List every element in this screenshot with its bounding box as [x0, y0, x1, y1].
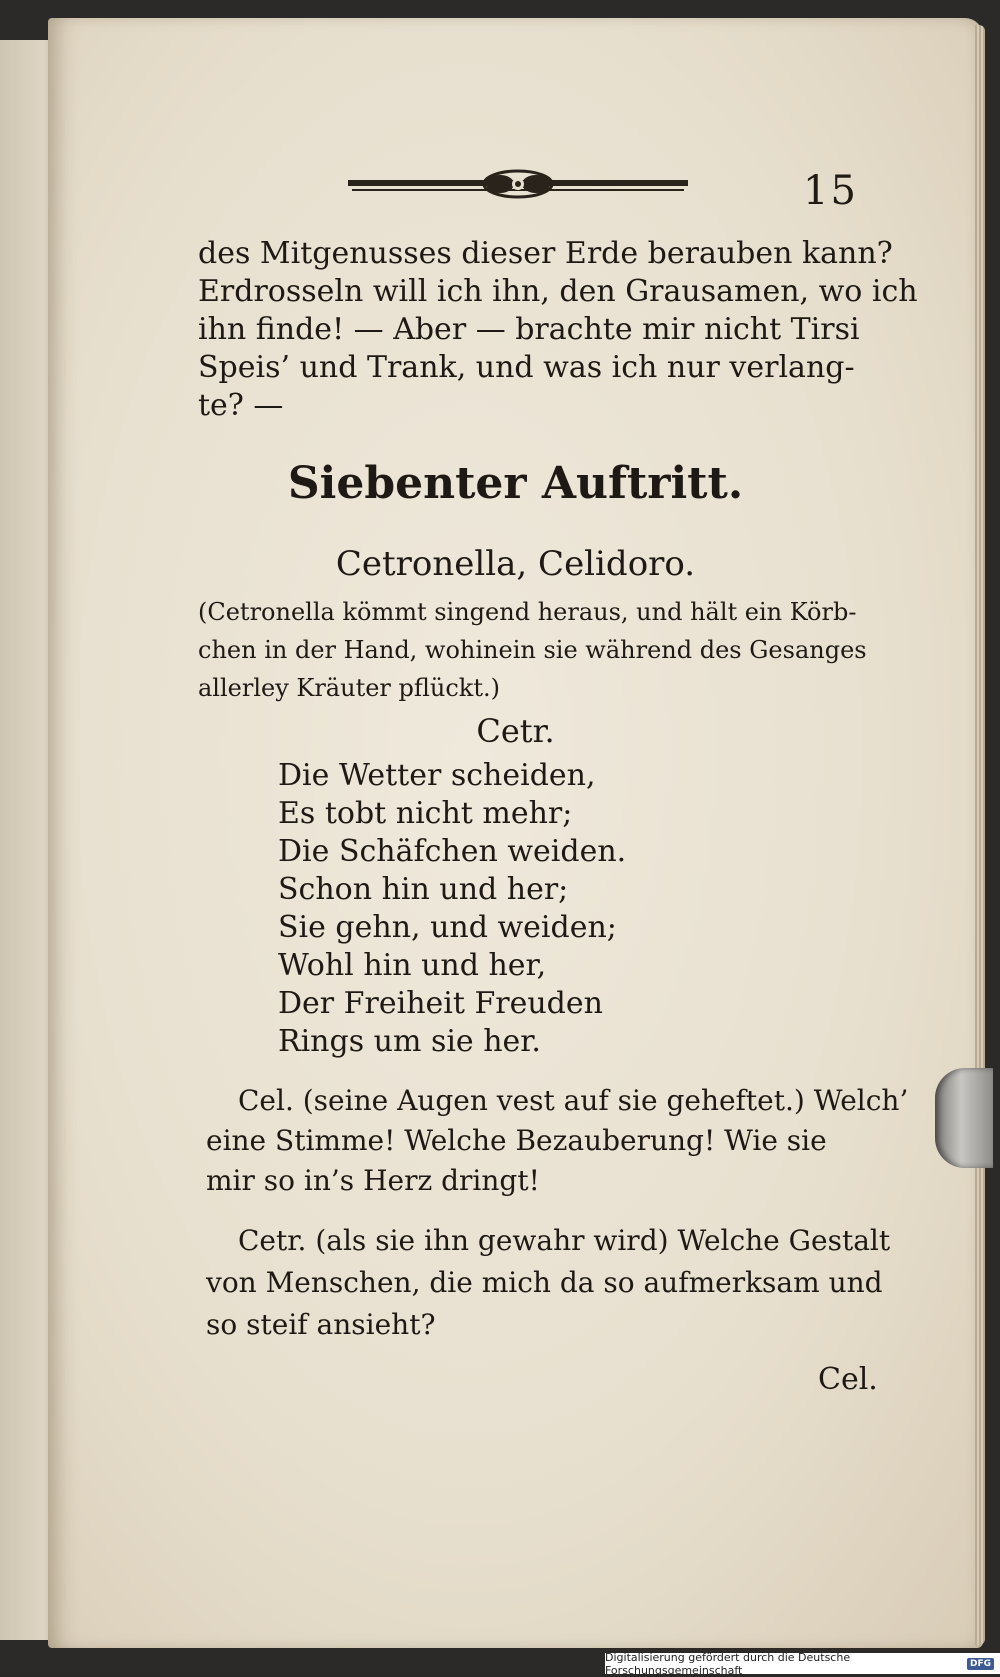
- text-line: Speis’ und Trank, und was ich nur verlang-: [198, 350, 855, 385]
- song-line: Schon hin und her;: [278, 872, 569, 907]
- book-page: [48, 18, 983, 1648]
- text-line: des Mitgenusses dieser Erde berauben kann?: [198, 236, 893, 271]
- text-line: ihn finde! — Aber — brachte mir nicht Tirsi: [198, 312, 860, 347]
- dialogue-line: von Menschen, die mich da so aufmerksam und: [206, 1266, 883, 1299]
- song-line: Die Wetter scheiden,: [278, 758, 596, 793]
- dramatis-personae: Cetronella, Celidoro.: [335, 544, 696, 584]
- dialogue-line: Cetr. (als sie ihn gewahr wird) Welche Gestalt: [238, 1224, 891, 1257]
- stage-direction-line: chen in der Hand, wohinein sie während des Gesanges: [198, 636, 867, 664]
- dialogue-line: so steif ansieht?: [206, 1308, 436, 1341]
- song-line: Es tobt nicht mehr;: [278, 796, 573, 831]
- dfg-logo-icon: DFG: [967, 1658, 994, 1670]
- scene-title: Siebenter Auftritt.: [287, 458, 744, 509]
- song-line: Wohl hin und her,: [278, 948, 547, 983]
- dialogue-line: Cel. (seine Augen vest auf sie geheftet.) Welch’: [238, 1084, 909, 1117]
- decorative-rule-ornament: [348, 168, 688, 202]
- song-line: Rings um sie her.: [278, 1024, 541, 1059]
- dialogue-line: eine Stimme! Welche Bezauberung! Wie sie: [206, 1124, 827, 1157]
- page-stack-edge: [975, 25, 985, 1645]
- page-number: 15: [803, 168, 858, 214]
- text-line: Erdrosseln will ich ihn, den Grausamen, wo ich: [198, 274, 918, 309]
- song-line: Die Schäfchen weiden.: [278, 834, 627, 869]
- song-speaker: Cetr.: [476, 712, 555, 750]
- page-clip: [935, 1068, 993, 1168]
- song-line: Sie gehn, und weiden;: [278, 910, 617, 945]
- text-line: te? —: [198, 388, 284, 423]
- song-line: Der Freiheit Freuden: [278, 986, 603, 1021]
- digitization-credit: [605, 1650, 1000, 1677]
- credit-text: Digitalisierung gefördert durch die Deutsche Forschungsgemeinschaft: [605, 1650, 851, 1677]
- stage-direction-line: (Cetronella kömmt singend heraus, und hält ein Körb-: [198, 598, 857, 626]
- catchword: Cel.: [818, 1362, 878, 1397]
- dialogue-line: mir so in’s Herz dringt!: [206, 1164, 540, 1197]
- stage-direction-line: allerley Kräuter pflückt.): [198, 674, 500, 702]
